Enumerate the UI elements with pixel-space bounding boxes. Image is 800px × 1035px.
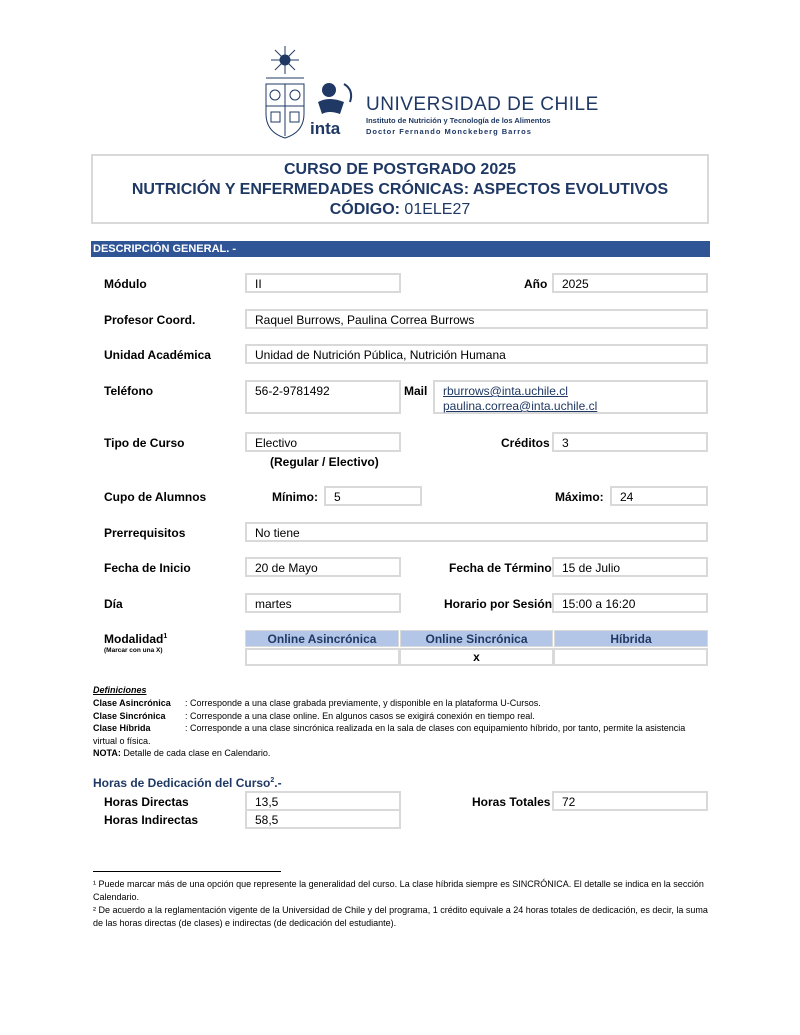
mode-header-asincronica: Online Asincrónica <box>245 630 399 647</box>
def-term-hibrida: Clase Híbrida <box>93 723 151 733</box>
nota-text: Detalle de cada clase en Calendario. <box>120 748 271 758</box>
course-title-box <box>91 154 709 224</box>
horas-title <box>93 776 282 790</box>
section-header: DESCRIPCIÓN GENERAL. - <box>91 241 710 257</box>
maximo-field[interactable]: 24 <box>610 486 708 506</box>
tipo-hint: (Regular / Electivo) <box>270 455 379 469</box>
profesor-label: Profesor Coord. <box>104 313 196 327</box>
def-hibrida-cont: virtual o física. <box>93 736 151 746</box>
nota <box>93 747 270 759</box>
def-text-asincronica: : Corresponde a una clase grabada previamente, y disponible en la plataforma U-Cursos. <box>185 698 541 708</box>
def-term-asincronica: Clase Asincrónica <box>93 698 171 708</box>
cupo-label: Cupo de Alumnos <box>104 490 207 504</box>
footnote-2: ² De acuerdo a la reglamentación vigente de la Universidad de Chile y del programa, 1 crédito equivale a 24 horas totales de dedicación, es decir, la suma de las horas directas (de clases) e indirectas (de dedicación del estudiante). <box>93 905 708 928</box>
minimo-label: Mínimo: <box>272 490 318 504</box>
creditos-label: Créditos <box>501 436 550 450</box>
termino-label: Fecha de Término <box>449 561 552 575</box>
mode-cell-asincronica[interactable] <box>245 648 400 666</box>
unidad-field[interactable]: Unidad de Nutrición Pública, Nutrición Humana <box>245 344 708 364</box>
horas-suffix: .- <box>274 776 282 790</box>
mode-cell-sincronica[interactable]: x <box>399 648 554 666</box>
definiciones-title: Definiciones <box>93 685 147 695</box>
horas-title-text: Horas de Dedicación del Curso <box>93 776 271 790</box>
dia-field[interactable]: martes <box>245 593 401 613</box>
inta-logo <box>310 80 360 138</box>
horas-sup: 2 <box>270 777 275 784</box>
anio-field[interactable]: 2025 <box>552 273 708 293</box>
termino-field[interactable]: 15 de Julio <box>552 557 708 577</box>
def-text-sincronica: : Corresponde a una clase online. En algunos casos se exigirá conexión en tiempo real. <box>185 711 535 721</box>
directas-field[interactable]: 13,5 <box>245 791 401 811</box>
footnote-divider <box>93 871 281 872</box>
prerreq-label: Prerrequisitos <box>104 526 186 540</box>
nota-label: NOTA: <box>93 748 121 758</box>
modulo-label: Módulo <box>104 277 147 291</box>
inta-wordmark: inta <box>310 119 341 138</box>
modulo-field[interactable]: II <box>245 273 401 293</box>
course-code-value: 01ELE27 <box>399 201 471 218</box>
directas-label: Horas Directas <box>104 795 189 809</box>
course-code <box>93 200 707 220</box>
anio-label: Año <box>524 277 548 291</box>
course-code-label: CÓDIGO: <box>329 201 400 218</box>
mail-link-2[interactable]: paulina.correa@inta.uchile.cl <box>443 399 598 413</box>
telefono-field[interactable]: 56-2-9781492 <box>245 380 401 414</box>
uchile-seal <box>262 44 308 140</box>
footnote-1: ¹ Puede marcar más de una opción que represente la generalidad del curso. La clase híbrida siempre es SINCRÓNICA. El detalle se indica en la sección Calendario. <box>93 879 704 902</box>
university-name: UNIVERSIDAD DE CHILE <box>366 94 599 115</box>
modalidad-sup: 1 <box>163 633 168 640</box>
def-term-sincronica: Clase Sincrónica <box>93 711 166 721</box>
horario-label: Horario por Sesión <box>444 597 553 611</box>
modalidad-label <box>104 632 167 646</box>
mail-label: Mail <box>404 384 428 398</box>
telefono-label: Teléfono <box>104 384 154 398</box>
prerreq-field[interactable]: No tiene <box>245 522 708 542</box>
institute-name: Instituto de Nutrición y Tecnología de los Alimentos <box>366 116 551 125</box>
mail-link-1[interactable]: rburrows@inta.uchile.cl <box>443 384 568 398</box>
modalidad-hint: (Marcar con una X) <box>104 647 163 654</box>
indirectas-field[interactable]: 58,5 <box>245 809 401 829</box>
creditos-field[interactable]: 3 <box>552 432 708 452</box>
totales-label: Horas Totales <box>472 795 551 809</box>
mail-field <box>433 380 708 414</box>
tipo-label: Tipo de Curso <box>104 436 185 450</box>
mode-header-sincronica: Online Sincrónica <box>400 630 553 647</box>
dia-label: Día <box>104 597 123 611</box>
minimo-field[interactable]: 5 <box>324 486 422 506</box>
mode-header-hibrida: Híbrida <box>554 630 708 647</box>
course-title-line2: NUTRICIÓN Y ENFERMEDADES CRÓNICAS: ASPECTOS EVOLUTIVOS <box>131 181 669 198</box>
director-name: Doctor Fernando Monckeberg Barros <box>366 127 532 136</box>
totales-field[interactable]: 72 <box>552 791 708 811</box>
horario-field[interactable]: 15:00 a 16:20 <box>552 593 708 613</box>
modalidad-label-text: Modalidad <box>104 632 164 646</box>
inicio-field[interactable]: 20 de Mayo <box>245 557 401 577</box>
unidad-label: Unidad Académica <box>104 348 211 362</box>
tipo-field[interactable]: Electivo <box>245 432 401 452</box>
def-text-hibrida: : Corresponde a una clase sincrónica realizada en la sala de clases con equipamiento híbrido, por tanto, permite la asistencia <box>185 723 686 733</box>
indirectas-label: Horas Indirectas <box>104 813 199 827</box>
profesor-field[interactable]: Raquel Burrows, Paulina Correa Burrows <box>245 309 708 329</box>
maximo-label: Máximo: <box>555 490 604 504</box>
course-title-line1: CURSO DE POSTGRADO 2025 <box>283 161 517 178</box>
inicio-label: Fecha de Inicio <box>104 561 191 575</box>
mode-cell-hibrida[interactable] <box>553 648 708 666</box>
